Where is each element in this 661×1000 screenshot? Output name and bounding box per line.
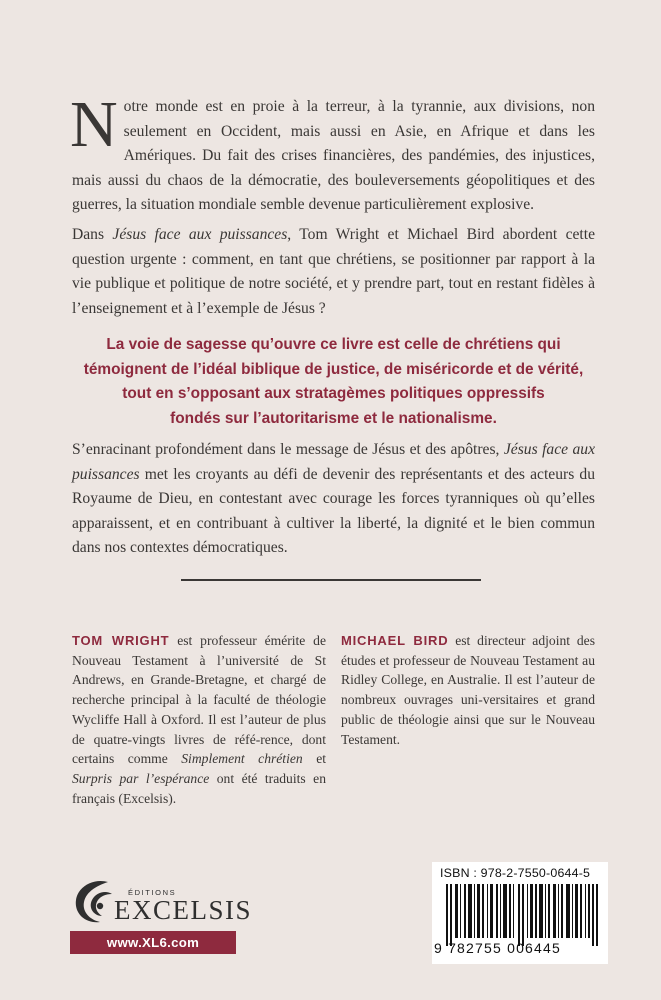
bio-text: est professeur émérite de Nouveau Testament à l’université de St Andrews, en Grande-Bretagne, et chargé de recherche principal à la faculté de théologie Wycliffe Hall à Oxford. Il est l’auteur de plus de quatre-vingts livres de réfé-rence, dont certains comme bbox=[72, 633, 326, 767]
publisher-logo-name: EXCELSIS bbox=[114, 895, 253, 925]
bio-text: est directeur adjoint des études et professeur de Nouveau Testament au Ridley College, en Australie. Il est l’auteur de nombreux ouvrages uni-versitaires et grand public de théologie ainsi que sur le Nouveau Testament. bbox=[341, 633, 595, 747]
author-bio-wright bbox=[72, 631, 326, 808]
closing-before: S’enracinant profondément dans le message de Jésus et des apôtres, bbox=[72, 441, 504, 458]
closing-after: met les croyants au défi de devenir des représentants et des acteurs du Royaume de Dieu, en contestant avec courage les forces tyranniques où qu’elles apparaissent, et en contribuant à cultiver la liberté, la dignité et le bien commun dans nos contextes démocratiques. bbox=[72, 465, 595, 557]
website-link[interactable]: www.XL6.com bbox=[70, 931, 236, 954]
summary-before: Dans bbox=[72, 226, 113, 243]
quote-line: tout en s’opposant aux stratagèmes politiques oppressifs bbox=[122, 385, 545, 403]
author-bio-bird bbox=[341, 631, 595, 749]
intro-paragraph bbox=[70, 88, 595, 218]
bio-text: ont été traduits en français (Excelsis). bbox=[72, 770, 326, 806]
quote-line: fondés sur l’autoritarisme et le nationalisme. bbox=[170, 409, 497, 427]
book-title-italic: Jésus face aux puissances bbox=[72, 441, 596, 483]
quote-line: témoignent de l’idéal biblique de justice, de miséricorde et de vérité, bbox=[83, 360, 584, 378]
author-name: MICHAEL BIRD bbox=[341, 633, 449, 648]
summary-after: , Tom Wright et Michael Bird abordent cette question urgente : comment, en tant que chrétiens, se positionner par rapport à la vie publique et politique de notre société, et y prendre part, tout en restant fidèles à l’enseignement et à l’exemple de Jésus ? bbox=[72, 226, 595, 317]
book-title-italic: Simplement chrétien bbox=[181, 751, 303, 767]
isbn-label: ISBN : 978-2-7550-0644-5 bbox=[440, 866, 591, 880]
quote-line: La voie de sagesse qu’ouvre ce livre est celle de chrétiens qui bbox=[106, 336, 561, 353]
barcode-digits: 9 782755 006445 bbox=[434, 940, 561, 956]
drop-cap: N bbox=[70, 88, 118, 161]
barcode-icon bbox=[446, 884, 598, 946]
isbn-barcode-box bbox=[432, 862, 608, 964]
summary-paragraph bbox=[72, 223, 595, 321]
intro-text: otre monde est en proie à la terreur, à la tyrannie, aux divisions, non seulement en Occident, mais aussi en Asie, en Afrique et dans les Amériques. Du fait des crises financières, des pandémies, des injustices, mais aussi du chaos de la démocratie, des bouleversements géopolitiques et des guerres, la situation mondiale semble devenue particulièrement explosive. bbox=[72, 98, 595, 214]
publisher-editions-label: ÉDITIONS bbox=[128, 888, 177, 897]
divider bbox=[181, 579, 481, 581]
bio-text: et bbox=[302, 751, 326, 767]
book-title-italic: Jésus face aux puissances bbox=[112, 226, 288, 243]
publisher-swirl-icon bbox=[70, 876, 120, 928]
closing-paragraph bbox=[72, 438, 595, 561]
highlight-quote bbox=[72, 333, 595, 431]
author-name: TOM WRIGHT bbox=[72, 633, 170, 648]
book-title-italic: Surpris par l’espérance bbox=[72, 770, 210, 786]
